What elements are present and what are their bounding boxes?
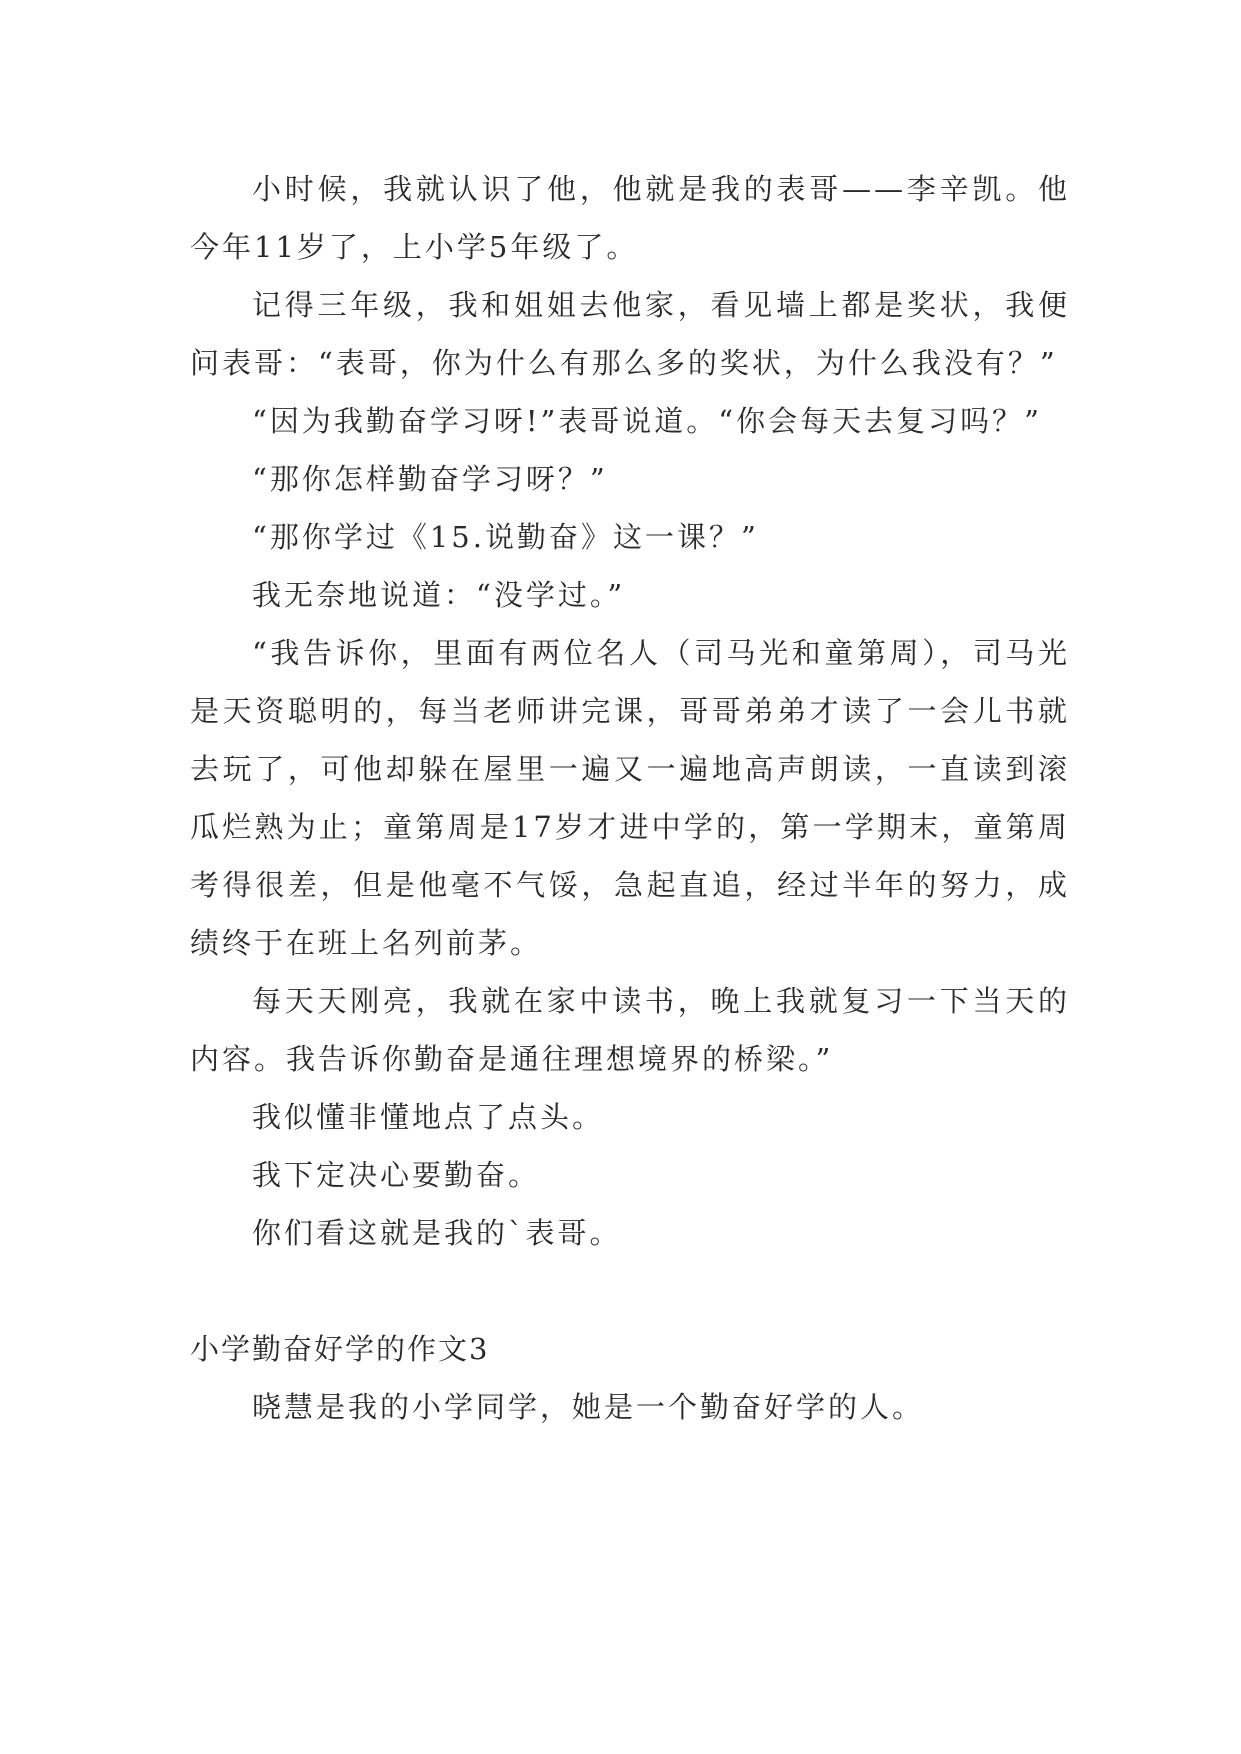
section-heading: 小学勤奋好学的作文3 <box>190 1332 490 1366</box>
paragraph: “那你怎样勤奋学习呀？” <box>252 462 608 496</box>
paragraph: 我似懂非懂地点了点头。 <box>252 1100 605 1134</box>
paragraph: 我无奈地说道：“没学过。” <box>252 578 626 612</box>
paragraph: 晓慧是我的小学同学，她是一个勤奋好学的人。 <box>252 1390 925 1424</box>
paragraph: “我告诉你，里面有两位名人（司马光和童第周），司马光是天资聪明的，每当老师讲完课，哥哥弟弟才读了一会儿书就去玩了，可他却躲在屋里一遍又一遍地高声朗读，一直读到滚瓜烂熟为止；童第周是17岁才进中学的，第一学期末，童第周考得很差，但是他毫不气馁，急起直追，经过半年的努力，成绩终于在班上名列前茅。 <box>190 636 1070 960</box>
paragraph: 你们看这就是我的`表哥。 <box>252 1216 622 1250</box>
paragraph: “那你学过《15.说勤奋》这一课？” <box>252 520 759 554</box>
paragraph: 每天天刚亮，我就在家中读书，晚上我就复习一下当天的内容。我告诉你勤奋是通往理想境界的桥梁。” <box>190 984 1070 1076</box>
paragraph: 记得三年级，我和姐姐去他家，看见墙上都是奖状，我便问表哥：“表哥，你为什么有那么多的奖状，为什么我没有？” <box>190 288 1070 380</box>
paragraph: “因为我勤奋学习呀!”表哥说道。“你会每天去复习吗？” <box>252 404 1042 438</box>
document-body <box>190 160 1070 1436</box>
blank-line <box>190 1262 1070 1320</box>
paragraph: 我下定决心要勤奋。 <box>252 1158 541 1192</box>
paragraph: 小时候，我就认识了他，他就是我的表哥——李辛凯。他今年11岁了，上小学5年级了。 <box>190 172 1070 264</box>
